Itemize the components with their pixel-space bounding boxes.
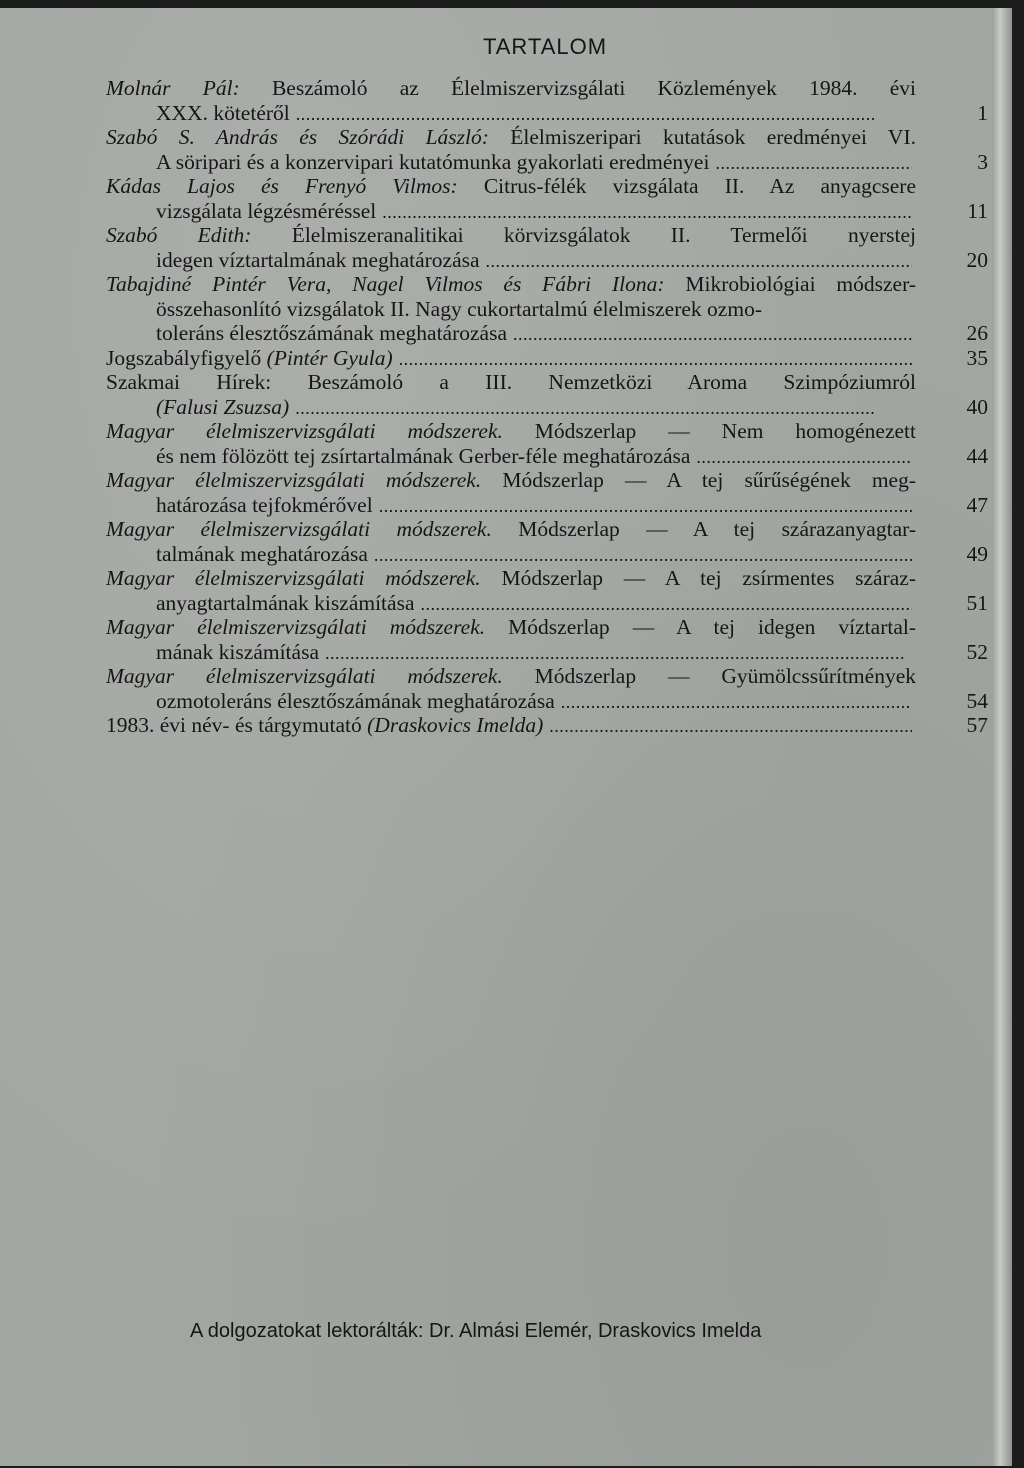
toc-title-text: Élelmiszeripari kutatások eredményei VI.: [488, 125, 916, 149]
toc-title-text: Módszerlap — Nem homogénezett: [502, 419, 916, 443]
toc-title-text: Mikrobiológiai módszer-: [664, 272, 916, 296]
toc-author: Magyar élelmiszervizsgálati módszerek.: [106, 615, 486, 639]
toc-line-with-page: [106, 346, 988, 371]
reviewers-note: A dolgozatokat lektorálták: Dr. Almási Elemér, Draskovics Imelda: [190, 1320, 762, 1342]
toc-line-text: [156, 444, 690, 469]
toc-title-text: vizsgálata légzésméréssel: [156, 198, 377, 223]
page-number: 51: [966, 590, 988, 615]
toc-line-text: [106, 615, 916, 640]
dot-leader: [325, 640, 912, 666]
toc-line: [106, 468, 916, 493]
toc-line: [106, 125, 916, 150]
toc-line-text: [156, 248, 480, 273]
toc-line-with-page: [106, 493, 988, 518]
toc-title-text: idegen víztartalmának meghatározása: [156, 247, 480, 272]
toc-title-text: mának kiszámítása: [156, 639, 319, 664]
toc-entry: [106, 419, 988, 468]
toc-line: [106, 664, 916, 689]
toc-line-with-page: [106, 640, 988, 665]
toc-line-text: [156, 297, 762, 322]
dot-leader: [295, 395, 912, 421]
dot-leader: [420, 591, 912, 617]
dot-leader: [561, 689, 912, 715]
toc-line-text: [106, 713, 543, 738]
toc-line-text: [106, 419, 916, 444]
toc-entry: [106, 713, 988, 738]
toc-line-text: [156, 199, 376, 224]
page-number: 3: [977, 149, 988, 174]
toc-author: Tabajdiné Pintér Vera, Nagel Vilmos és Fábri Ilona:: [106, 272, 665, 296]
page-number: 52: [966, 639, 988, 664]
toc-line-with-page: [106, 199, 988, 224]
page-spine-edge: [992, 8, 1012, 1466]
document-page: [0, 8, 1008, 1466]
toc-entry: [106, 174, 988, 223]
toc-author: Magyar élelmiszervizsgálati módszerek.: [106, 468, 482, 492]
toc-line: [106, 566, 916, 591]
toc-author: Magyar élelmiszervizsgálati módszerek.: [106, 664, 503, 688]
toc-title-text: A söripari és a konzervipari kutatómunka gyakorlati eredményei: [156, 149, 710, 174]
page-number: 35: [966, 345, 988, 370]
toc-line-with-page: [106, 321, 988, 346]
page-number: 11: [967, 198, 988, 223]
toc-line-text: [106, 370, 916, 395]
toc-line: [106, 76, 916, 101]
toc-entry: [106, 76, 988, 125]
toc-title-text: Jogszabályfigyelő: [106, 345, 267, 370]
toc-title-text: Módszerlap — A tej zsírmentes száraz-: [480, 566, 916, 590]
toc-entry: [106, 223, 988, 272]
page-number: 49: [966, 541, 988, 566]
toc-title-text: Szakmai Hírek: Beszámoló a III. Nemzetközi Aroma Szimpóziumról: [106, 370, 916, 394]
page-number: 40: [966, 394, 988, 419]
toc-entry: [106, 517, 988, 566]
dot-leader: [513, 321, 912, 347]
table-of-contents: [106, 76, 988, 738]
toc-author: Szabó S. András és Szórádi László:: [106, 125, 489, 149]
toc-author: (Falusi Zsuzsa): [156, 394, 290, 419]
page-number: 26: [966, 321, 988, 345]
toc-title-text: Élelmiszeranalitikai körvizsgálatok II. Termelői nyerstej: [251, 223, 916, 247]
toc-line-text: [106, 346, 393, 371]
toc-title-text: határozása tejfokmérővel: [156, 492, 373, 517]
page-number: 57: [966, 713, 988, 737]
toc-line-text: [106, 223, 916, 248]
toc-line: [106, 297, 988, 322]
dot-leader: [399, 346, 912, 372]
toc-author: Magyar élelmiszervizsgálati módszerek.: [106, 566, 481, 590]
toc-title-text: talmának meghatározása: [156, 541, 368, 566]
toc-line-with-page: [106, 542, 988, 567]
toc-title-text: összehasonlító vizsgálatok II. Nagy cukortartalmú élelmiszerek ozmo-: [156, 296, 762, 321]
toc-title-text: Beszámoló az Élelmiszervizsgálati Közlemények 1984. évi: [239, 76, 916, 100]
toc-line-text: [156, 591, 414, 616]
dot-leader: [696, 444, 912, 470]
toc-line: [106, 615, 916, 640]
toc-line-text: [156, 395, 289, 420]
toc-line: [106, 174, 916, 199]
toc-line-text: [156, 101, 290, 126]
toc-line-text: [106, 468, 916, 493]
toc-entry: [106, 664, 988, 713]
toc-entry: [106, 468, 988, 517]
toc-line-text: [106, 76, 916, 101]
toc-entry: [106, 615, 988, 664]
toc-entry: [106, 346, 988, 371]
toc-line-with-page: [106, 689, 988, 714]
toc-title-text: Módszerlap — A tej sűrűségének meg-: [481, 468, 916, 492]
dot-leader: [486, 248, 912, 274]
page-number: 20: [966, 247, 988, 272]
toc-line-text: [156, 493, 373, 518]
toc-line-with-page: [106, 713, 988, 738]
page-number: 47: [966, 492, 988, 517]
dot-leader: [549, 713, 912, 739]
toc-entry: [106, 272, 988, 346]
dot-leader: [296, 101, 912, 127]
toc-line-with-page: [106, 150, 988, 175]
toc-line: [106, 223, 916, 248]
toc-title-text: 1983. évi név- és tárgymutató: [106, 713, 368, 737]
toc-author: Kádas Lajos és Frenyó Vilmos:: [106, 174, 458, 198]
toc-title-text: ozmotoleráns élesztőszámának meghatározása: [156, 688, 555, 713]
toc-line: [106, 419, 916, 444]
toc-author: (Draskovics Imelda): [367, 713, 544, 737]
page-title: TARTALOM: [482, 34, 608, 59]
toc-line-with-page: [106, 444, 988, 469]
toc-author: (Pintér Gyula): [266, 345, 393, 370]
page-number: 54: [966, 688, 988, 713]
toc-line-text: [156, 321, 507, 346]
toc-line-text: [156, 150, 709, 175]
toc-author: Magyar élelmiszervizsgálati módszerek.: [106, 517, 492, 541]
toc-line-text: [156, 689, 555, 714]
toc-title-text: Módszerlap — A tej szárazanyagtar-: [491, 517, 916, 541]
dot-leader: [374, 542, 912, 568]
toc-line-text: [106, 664, 916, 689]
toc-line-text: [106, 125, 916, 150]
toc-entry: [106, 125, 988, 174]
toc-title-text: Módszerlap — A tej idegen víztartal-: [485, 615, 916, 639]
toc-author: Szabó Edith:: [106, 223, 252, 247]
toc-entry: [106, 370, 988, 419]
dot-leader: [379, 493, 912, 519]
page-number: 44: [966, 443, 988, 468]
toc-line: [106, 370, 916, 395]
toc-title-text: XXX. kötetéről: [156, 100, 290, 125]
toc-line-text: [156, 640, 319, 665]
toc-line-with-page: [106, 591, 988, 616]
toc-line-text: [106, 566, 916, 591]
toc-line-with-page: [106, 248, 988, 273]
toc-author: Molnár Pál:: [106, 76, 240, 100]
toc-line-text: [106, 174, 916, 199]
dot-leader: [382, 199, 912, 225]
toc-title-text: Módszerlap — Gyümölcssűrítmények: [502, 664, 916, 688]
dot-leader: [715, 150, 912, 176]
toc-entry: [106, 566, 988, 615]
toc-title-text: toleráns élesztőszámának meghatározása: [156, 321, 507, 345]
toc-line: [106, 272, 916, 297]
toc-title-text: anyagtartalmának kiszámítása: [156, 590, 415, 615]
toc-title-text: Citrus-félék vizsgálata II. Az anyagcsere: [457, 174, 916, 198]
toc-line-text: [156, 542, 368, 567]
page-number: 1: [977, 100, 988, 125]
toc-line-with-page: [106, 101, 988, 126]
toc-title-text: és nem fölözött tej zsírtartalmának Gerber-féle meghatározása: [156, 443, 691, 468]
toc-line: [106, 517, 916, 542]
toc-author: Magyar élelmiszervizsgálati módszerek.: [106, 419, 503, 443]
toc-line-text: [106, 272, 916, 297]
toc-line-text: [106, 517, 916, 542]
toc-line-with-page: [106, 395, 988, 420]
